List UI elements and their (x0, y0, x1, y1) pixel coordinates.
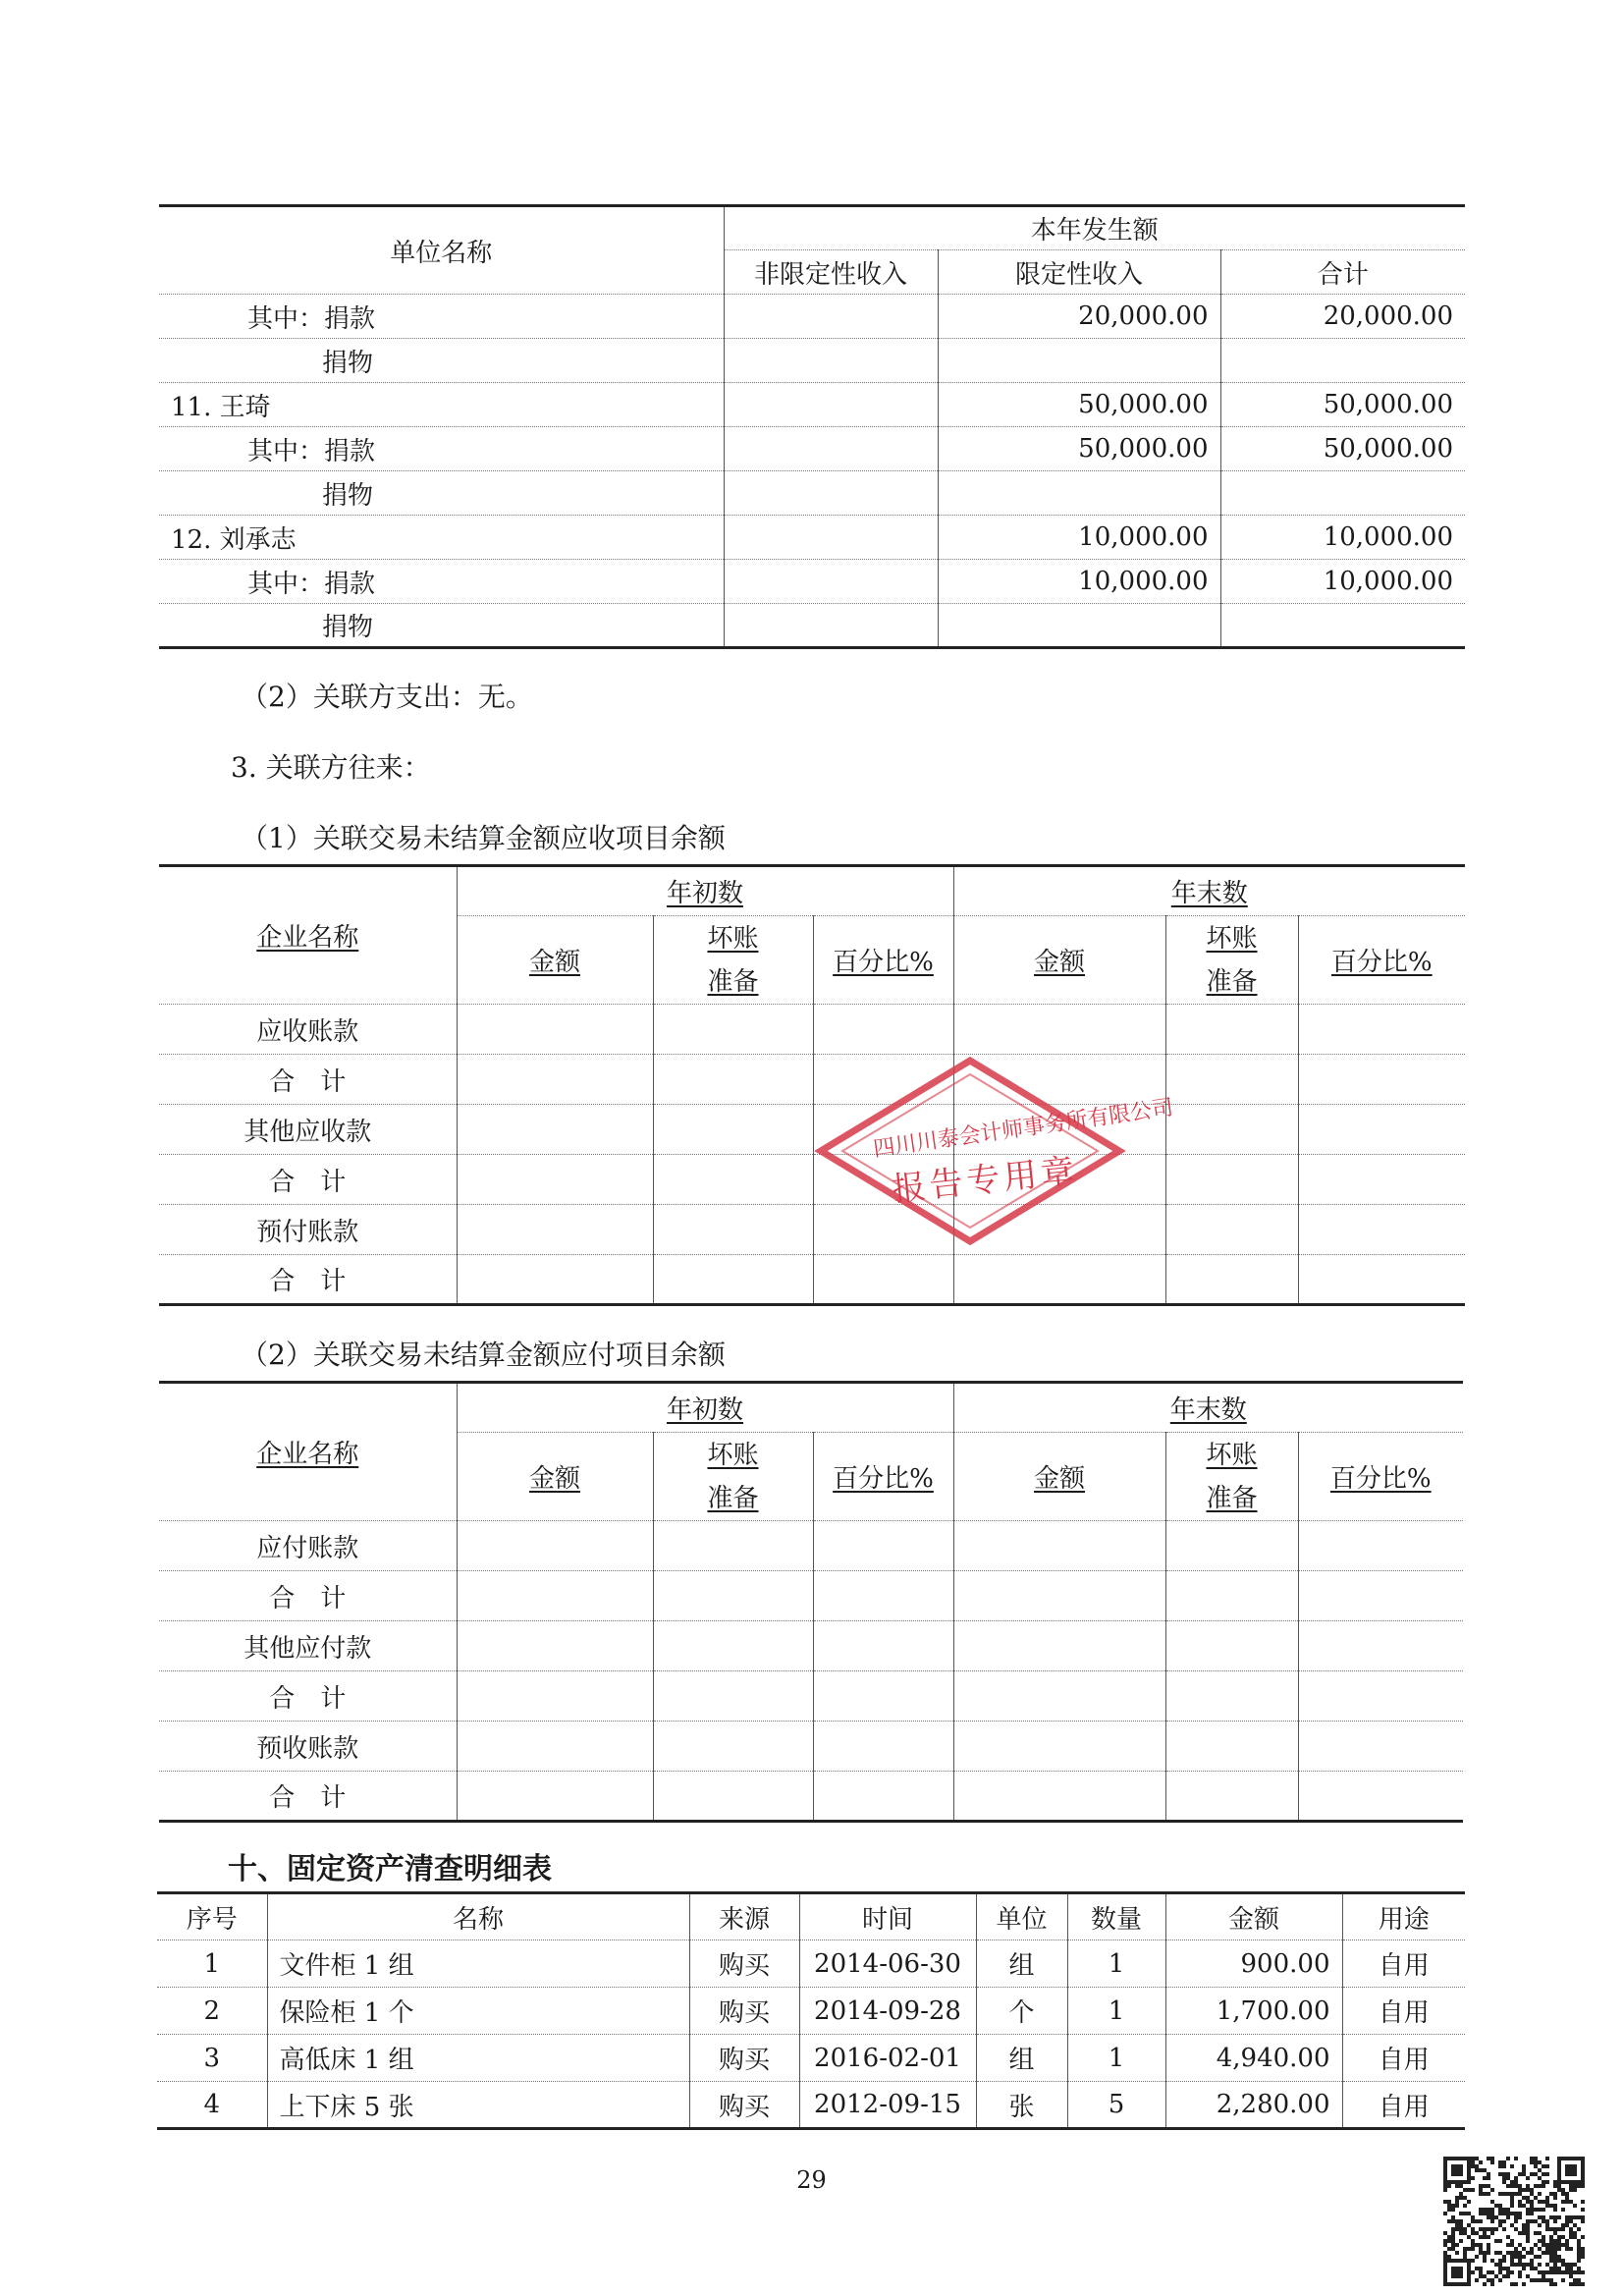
cell-restricted: 20,000.00 (938, 295, 1220, 339)
row-label: 合 计 (159, 1155, 457, 1205)
cell-name: 保险柜 1 个 (267, 1988, 689, 2035)
cell-source: 购买 (689, 2035, 799, 2082)
cell-unit: 组 (976, 1941, 1067, 1988)
table-row (157, 2035, 1465, 2082)
row-label: 合 计 (159, 1772, 457, 1822)
cell-no: 4 (157, 2082, 267, 2129)
table-row (159, 427, 1465, 471)
header-amount: 金额 (457, 1433, 653, 1521)
header-bad-debt-line2: 准备 (1206, 1483, 1258, 1513)
cell-use: 自用 (1342, 2082, 1465, 2129)
header-bad-debt-line1: 坏账 (707, 923, 759, 954)
header-unit: 单位 (976, 1893, 1067, 1941)
row-label: 预收账款 (159, 1722, 457, 1772)
row-label: 合 计 (159, 1055, 457, 1105)
cell-unrestricted (724, 383, 938, 427)
cell-date: 2016-02-01 (799, 2035, 976, 2082)
cell-restricted: 50,000.00 (938, 383, 1220, 427)
seal-company-name: 四川川泰会计师事务所有限公司 (872, 1095, 1175, 1163)
table-row (159, 471, 1465, 516)
row-name: 其中：捐款 (159, 560, 724, 604)
cell-source: 购买 (689, 1988, 799, 2035)
cell-unrestricted (724, 427, 938, 471)
cell-qty: 1 (1067, 1988, 1165, 2035)
page-number: 29 (796, 2166, 827, 2194)
cell-restricted: 50,000.00 (938, 427, 1220, 471)
cell-qty: 5 (1067, 2082, 1165, 2129)
header-unit-name: 单位名称 (159, 206, 724, 295)
table-row (159, 295, 1465, 339)
cell-name: 上下床 5 张 (267, 2082, 689, 2129)
row-name: 捐物 (159, 471, 724, 516)
cell-amount: 1,700.00 (1165, 1988, 1342, 2035)
header-source: 来源 (689, 1893, 799, 1941)
table-row (159, 516, 1465, 560)
dealings-paragraph: 3. 关联方往来： (231, 751, 431, 784)
cell-date: 2014-09-28 (799, 1988, 976, 2035)
row-label: 其他应付款 (159, 1621, 457, 1671)
header-name: 名称 (267, 1893, 689, 1941)
cell-unrestricted (724, 295, 938, 339)
cell-total: 10,000.00 (1220, 560, 1465, 604)
header-total: 合计 (1220, 250, 1465, 295)
row-name: 12. 刘承志 (159, 516, 724, 560)
header-percent: 百分比% (1298, 916, 1465, 1005)
cell-total (1220, 471, 1465, 516)
row-label: 合 计 (159, 1255, 457, 1305)
table-row (159, 560, 1465, 604)
header-bad-debt-line2: 准备 (707, 966, 759, 997)
row-label: 应付账款 (159, 1521, 457, 1571)
cell-amount: 2,280.00 (1165, 2082, 1342, 2129)
header-unrestricted: 非限定性收入 (724, 250, 938, 295)
related-income-table (159, 204, 1465, 649)
header-year-end: 年末数 (953, 1383, 1463, 1433)
cell-name: 高低床 1 组 (267, 2035, 689, 2082)
row-label: 预付账款 (159, 1205, 457, 1255)
row-label: 应收账款 (159, 1005, 457, 1055)
cell-use: 自用 (1342, 2035, 1465, 2082)
table-row (159, 604, 1465, 648)
cell-no: 1 (157, 1941, 267, 1988)
row-name: 其中：捐款 (159, 427, 724, 471)
cell-amount: 4,940.00 (1165, 2035, 1342, 2082)
header-percent: 百分比% (813, 916, 953, 1005)
header-bad-debt-line1: 坏账 (1206, 923, 1258, 954)
header-bad-debt (1165, 916, 1298, 1005)
table-row (159, 1571, 1463, 1621)
cell-unit: 张 (976, 2082, 1067, 2129)
row-label: 合 计 (159, 1671, 457, 1722)
company-seal (813, 1053, 1127, 1249)
header-current-year: 本年发生额 (724, 206, 1465, 250)
cell-total (1220, 604, 1465, 648)
header-amount: 金额 (953, 1433, 1165, 1521)
cell-total: 50,000.00 (1220, 427, 1465, 471)
payable-table (159, 1381, 1463, 1823)
header-company: 企业名称 (159, 1383, 457, 1521)
table-row (157, 1941, 1465, 1988)
cell-use: 自用 (1342, 1941, 1465, 1988)
header-year-begin: 年初数 (457, 1383, 953, 1433)
fixed-assets-table (157, 1891, 1465, 2130)
header-restricted: 限定性收入 (938, 250, 1220, 295)
header-amount: 金额 (1165, 1893, 1342, 1941)
table-row (159, 339, 1465, 383)
payable-title: （2）关联交易未结算金额应付项目余额 (241, 1339, 726, 1371)
table-row (159, 1772, 1463, 1822)
header-amount: 金额 (953, 916, 1165, 1005)
cell-total: 20,000.00 (1220, 295, 1465, 339)
table-row (157, 1988, 1465, 2035)
row-name: 其中：捐款 (159, 295, 724, 339)
cell-no: 3 (157, 2035, 267, 2082)
header-company: 企业名称 (159, 866, 457, 1005)
header-bad-debt (653, 1433, 813, 1521)
cell-unrestricted (724, 560, 938, 604)
cell-unrestricted (724, 471, 938, 516)
header-bad-debt-line1: 坏账 (707, 1440, 759, 1470)
cell-qty: 1 (1067, 1941, 1165, 1988)
cell-total (1220, 339, 1465, 383)
header-year-begin: 年初数 (457, 866, 953, 916)
header-bad-debt-line1: 坏账 (1206, 1440, 1258, 1470)
header-bad-debt (1165, 1433, 1298, 1521)
header-year-end: 年末数 (953, 866, 1465, 916)
cell-source: 购买 (689, 2082, 799, 2129)
cell-unit: 组 (976, 2035, 1067, 2082)
table-row (159, 383, 1465, 427)
header-percent: 百分比% (813, 1433, 953, 1521)
table-row (159, 1005, 1465, 1055)
receivable-title: （1）关联交易未结算金额应收项目余额 (241, 822, 726, 854)
header-amount: 金额 (457, 916, 653, 1005)
cell-unrestricted (724, 339, 938, 383)
cell-no: 2 (157, 1988, 267, 2035)
table-row (159, 1671, 1463, 1722)
cell-restricted (938, 604, 1220, 648)
row-label: 其他应收款 (159, 1105, 457, 1155)
cell-restricted (938, 339, 1220, 383)
row-name: 捐物 (159, 339, 724, 383)
cell-restricted: 10,000.00 (938, 516, 1220, 560)
cell-unrestricted (724, 604, 938, 648)
row-label: 合 计 (159, 1571, 457, 1621)
table-row (159, 1255, 1465, 1305)
header-bad-debt-line2: 准备 (707, 1483, 759, 1513)
seal-purpose: 报告专用章 (890, 1151, 1080, 1210)
cell-unrestricted (724, 516, 938, 560)
row-name: 11. 王琦 (159, 383, 724, 427)
header-bad-debt-line2: 准备 (1206, 966, 1258, 997)
table-row (159, 1621, 1463, 1671)
header-qty: 数量 (1067, 1893, 1165, 1941)
header-use: 用途 (1342, 1893, 1465, 1941)
table-row (159, 1521, 1463, 1571)
cell-restricted: 10,000.00 (938, 560, 1220, 604)
cell-restricted (938, 471, 1220, 516)
cell-date: 2014-06-30 (799, 1941, 976, 1988)
cell-amount: 900.00 (1165, 1941, 1342, 1988)
header-no: 序号 (157, 1893, 267, 1941)
cell-unit: 个 (976, 1988, 1067, 2035)
fixed-assets-title: 十、固定资产清查明细表 (228, 1852, 552, 1886)
header-bad-debt (653, 916, 813, 1005)
table-row (157, 2082, 1465, 2129)
cell-source: 购买 (689, 1941, 799, 1988)
cell-use: 自用 (1342, 1988, 1465, 2035)
table-row (159, 1722, 1463, 1772)
qr-code-icon (1443, 2157, 1585, 2286)
header-date: 时间 (799, 1893, 976, 1941)
cell-name: 文件柜 1 组 (267, 1941, 689, 1988)
cell-qty: 1 (1067, 2035, 1165, 2082)
expense-paragraph: （2）关联方支出：无。 (241, 681, 533, 713)
cell-date: 2012-09-15 (799, 2082, 976, 2129)
cell-total: 10,000.00 (1220, 516, 1465, 560)
cell-total: 50,000.00 (1220, 383, 1465, 427)
header-percent: 百分比% (1298, 1433, 1463, 1521)
row-name: 捐物 (159, 604, 724, 648)
